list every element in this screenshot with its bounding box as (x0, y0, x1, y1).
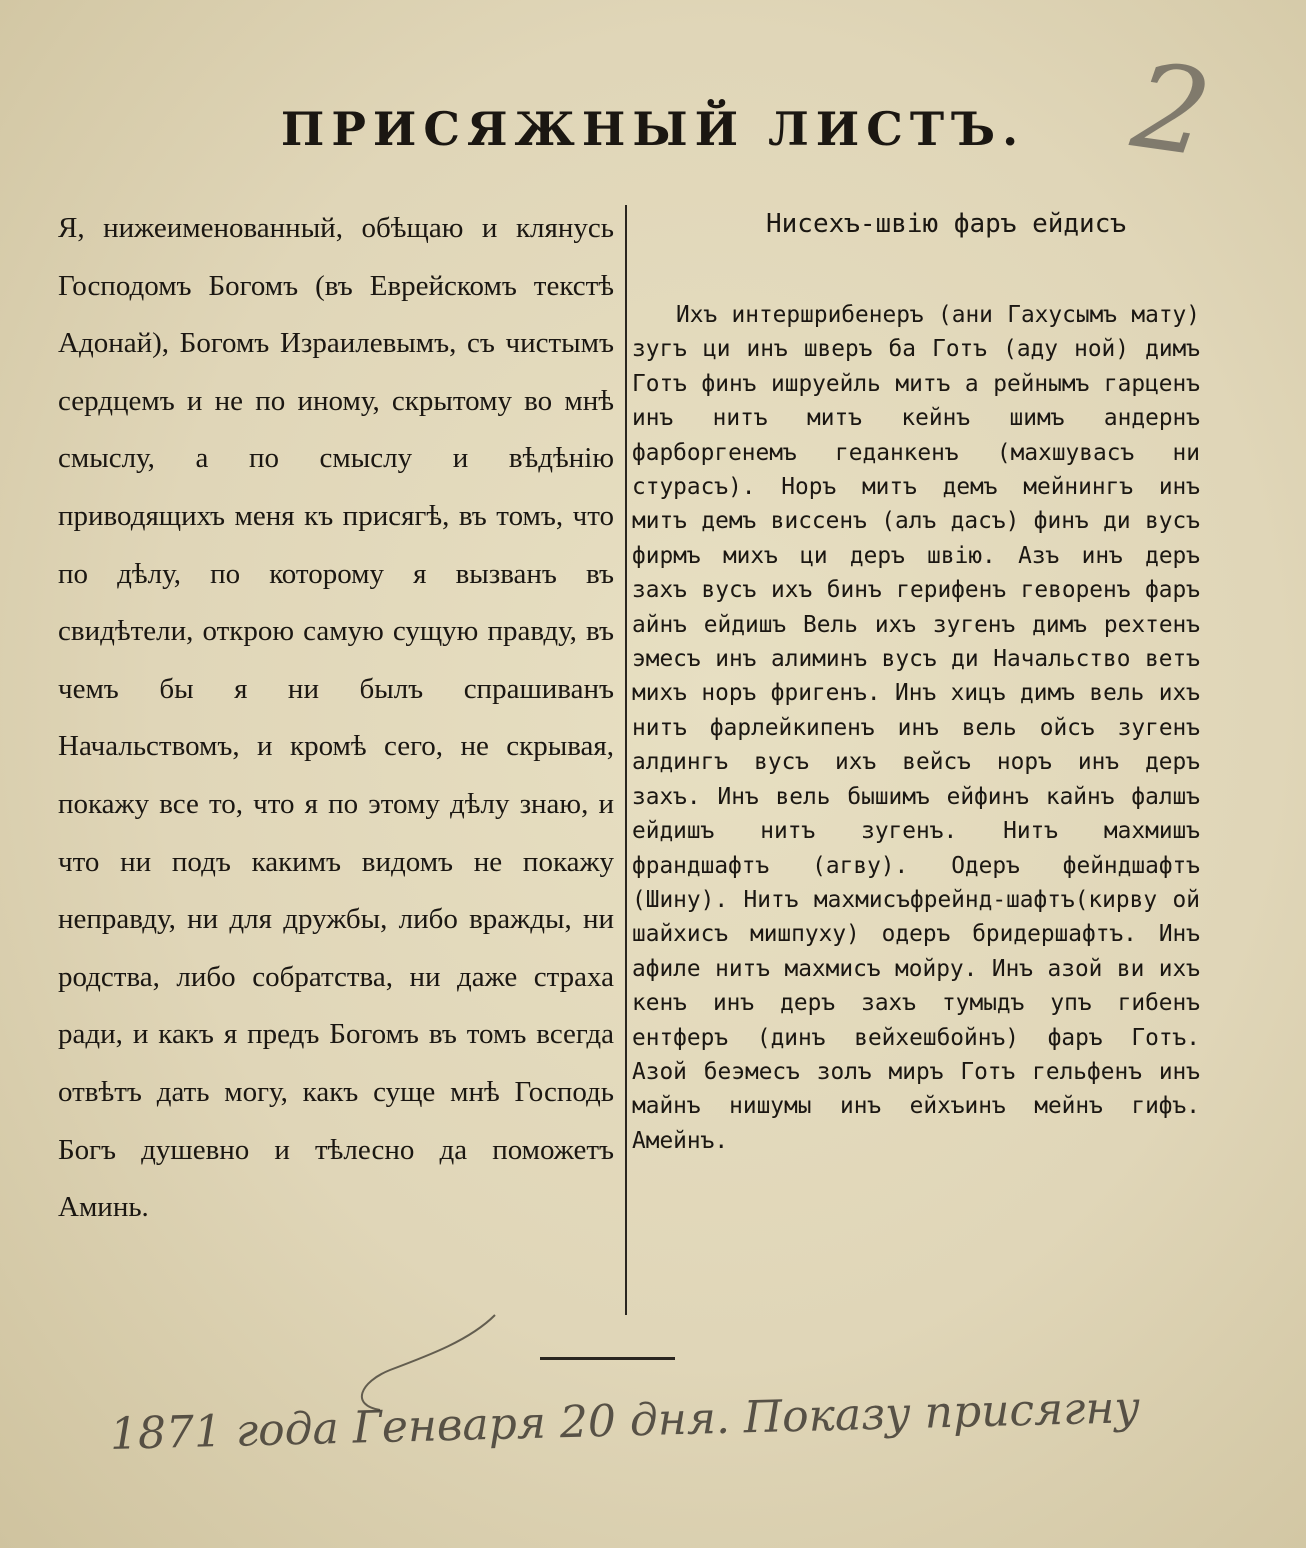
oath-transliterated-heading: Нисехъ-швію фаръ ейдисъ (765, 209, 1127, 239)
signature-separator-rule (540, 1357, 675, 1360)
handwritten-date-note: 1871 года Генваря 20 дня. Показу присягну (109, 1382, 1141, 1460)
oath-russian-text: Я, нижеименованный, обѣщаю и клянусь Господомъ Богомъ (въ Еврейскомъ текстѣ Адонай), Богомъ Израилевымъ, съ чистымъ сердцемъ и не по иному, скрытому во мнѣ смыслу, а по смыслу и вѣдѣнію приводящихъ меня къ присягѣ, въ томъ, что по дѣлу, по которому я вызванъ въ свидѣтели, открою самую сущую правду, въ чемъ бы я ни былъ спрашиванъ Начальствомъ, и кромѣ сего, не скрывая, покажу все то, что я по этому дѣлу знаю, и что ни подъ какимъ видомъ не покажу неправду, ни для дружбы, либо вражды, ни родства, либо собратства, ни даже страха ради, и какъ я предъ Богомъ въ томъ всегда отвѣтъ дать могу, какъ суще мнѣ Господь Богъ душевно и тѣлесно да поможетъ Аминь. (58, 212, 614, 1224)
oath-transliterated-text: Ихъ интершрибенеръ (ани Гахусымъ мату) зугъ ци инъ шверъ ба Готъ (аду ной) димъ Готъ финъ ишруейль митъ а рейнымъ гарценъ инъ нитъ митъ кейнъ шимъ андернъ фарборгенемъ геданкенъ (махшувасъ ни стурасъ). Норъ митъ демъ мейнингъ инъ митъ демъ виссенъ (алъ дасъ) финъ ди вусъ фирмъ михъ ци деръ швію. Азъ инъ деръ захъ вусъ ихъ бинъ герифенъ геворенъ фаръ айнъ ейдишъ Вель ихъ зугенъ димъ рехтенъ эмесъ инъ алиминъ вусъ ди Начальство ветъ михъ норъ фригенъ. Инъ хицъ димъ вель ихъ нитъ фарлейкипенъ инъ вель ойсъ зугенъ алдингъ вусъ ихъ вейсъ норъ инъ деръ захъ. Инъ вель бышимъ ейфинъ кайнъ фалшъ ейдишъ нитъ зугенъ. Нитъ махмишъ франдшафтъ (агву). Одеръ фейндшафтъ (Шину). Нитъ махмисъфрейнд-шафтъ(кирву ой шайхисъ мишпуху) одеръ бридершафтъ. Инъ афиле нитъ махмисъ мойру. Инъ азой ви ихъ кенъ инъ деръ захъ тумыдъ упъ гибенъ ентферъ (динъ вейхешбойнъ) фаръ Готъ. Азой беэмесъ золъ миръ Готъ гельфенъ инъ майнъ нишумы инъ ейхъинъ мейнъ гифъ. Амейнъ. (632, 302, 1200, 1154)
handwritten-page-number: 2 (1125, 36, 1219, 184)
column-divider (625, 205, 627, 1315)
page-title: ПРИСЯЖНЫЙ ЛИСТЪ. (280, 102, 1026, 156)
